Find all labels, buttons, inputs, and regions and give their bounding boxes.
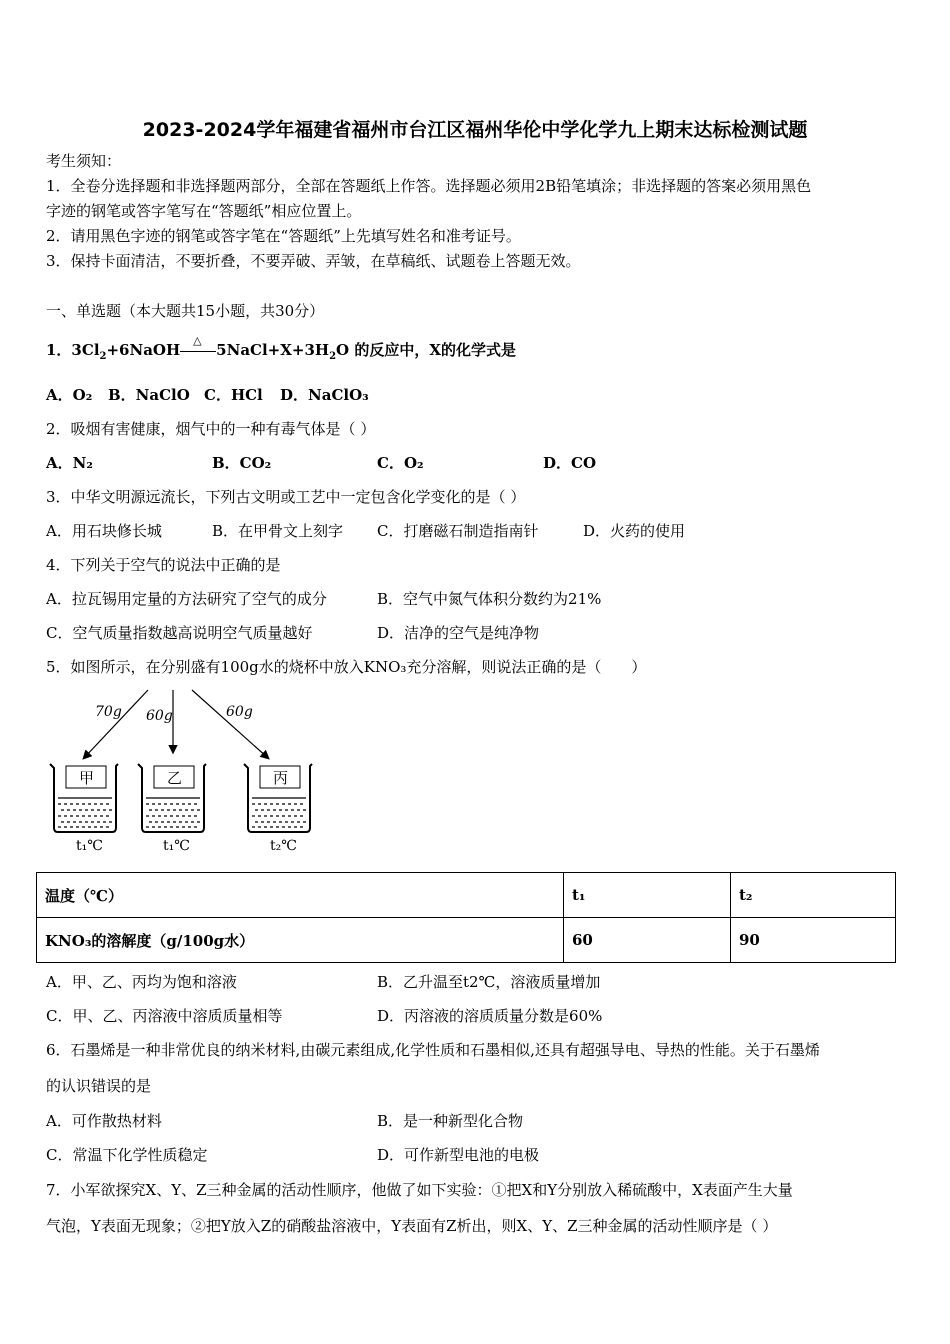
q7-stem-line1: 7．小军欲探究X、Y、Z三种金属的活动性顺序，他做了如下实验：①把X和Y分别放入稀硫酸中，X表面产生大量 <box>46 1181 793 1199</box>
q1-option-b: B．NaClO <box>108 386 190 404</box>
beaker-yi <box>138 764 206 832</box>
q6-option-b: B．是一种新型化合物 <box>377 1112 524 1130</box>
svg-text:甲: 甲 <box>79 769 95 787</box>
q2-option-c: C．O₂ <box>377 454 424 472</box>
q6-option-c: C．常温下化学性质稳定 <box>46 1146 208 1164</box>
svg-text:丙: 丙 <box>273 769 289 787</box>
q4-option-c: C．空气质量指数越高说明空气质量越好 <box>46 624 313 642</box>
q5-option-c: C．甲、乙、丙溶液中溶质质量相等 <box>46 1007 283 1025</box>
table-cell: t₁ <box>564 873 731 918</box>
table-cell: t₂ <box>731 873 896 918</box>
mass-label-bing: 60g <box>226 704 253 720</box>
page-title: 2023-2024学年福建省福州市台江区福州华伦中学化学九上期末达标检测试题 <box>142 119 808 141</box>
reaction-condition: △ <box>180 351 216 352</box>
beaker-figure <box>40 684 330 854</box>
q3-option-d: D．火药的使用 <box>583 522 686 540</box>
notice-line-1b: 字迹的钢笔或答字笔写在“答题纸”相应位置上。 <box>46 202 362 220</box>
table-cell: 90 <box>731 918 896 963</box>
q4-stem: 4．下列关于空气的说法中正确的是 <box>46 556 281 574</box>
q5-option-b: B．乙升温至t2℃，溶液质量增加 <box>377 973 601 991</box>
q3-option-b: B．在甲骨文上刻字 <box>212 522 344 540</box>
notice-line-3: 3．保持卡面清洁，不要折叠，不要弄破、弄皱，在草稿纸、试题卷上答题无效。 <box>46 252 581 270</box>
q6-option-d: D．可作新型电池的电极 <box>377 1146 540 1164</box>
temp-label-jia: t₁℃ <box>76 838 103 854</box>
q1-stem: 1．$3Cl_2+6NaOH$ △ $5NaCl+X+3H_2O$ 的反应中，X的化学式是 <box>46 333 516 362</box>
q2-option-a: A．N₂ <box>46 454 93 472</box>
arrow-to-jia <box>84 690 148 758</box>
q2-option-d: D．CO <box>543 454 597 472</box>
q6-stem-line2: 的认识错误的是 <box>46 1077 152 1095</box>
table-cell: 60 <box>564 918 731 963</box>
q5-option-d: D．丙溶液的溶质质量分数是60% <box>377 1007 603 1025</box>
table-cell: 温度（℃） <box>37 873 564 918</box>
q4-option-a: A．拉瓦锡用定量的方法研究了空气的成分 <box>46 590 327 608</box>
q4-option-d: D．洁净的空气是纯净物 <box>377 624 540 642</box>
q1-option-c: C．HCl <box>204 386 263 404</box>
temp-label-bing: t₂℃ <box>270 838 297 854</box>
q1-option-d: D．NaClO₃ <box>280 386 369 404</box>
q3-stem: 3．中华文明源远流长，下列古文明或工艺中一定包含化学变化的是（ ） <box>46 488 526 506</box>
q2-stem: 2．吸烟有害健康，烟气中的一种有毒气体是（ ） <box>46 420 376 438</box>
notice-line-1a: 1．全卷分选择题和非选择题两部分，全部在答题纸上作答。选择题必须用2B铅笔填涂；非选择题的答案必须用黑色 <box>46 177 812 195</box>
q6-stem-line1: 6．石墨烯是一种非常优良的纳米材料,由碳元素组成,化学性质和石墨相似,还具有超强导电、导热的性能。关于石墨烯 <box>46 1041 820 1059</box>
beaker-bing <box>244 764 312 832</box>
q4-option-b: B．空气中氮气体积分数约为21% <box>377 590 602 608</box>
table-row <box>37 918 896 963</box>
q7-stem-line2: 气泡，Y表面无现象；②把Y放入Z的硝酸盐溶液中，Y表面有Z析出，则X、Y、Z三种金属的活动性顺序是（ ） <box>46 1217 778 1235</box>
notice-heading: 考生须知： <box>46 152 122 170</box>
q3-option-a: A．用石块修长城 <box>46 522 162 540</box>
section-heading: 一、单选题（本大题共15小题，共30分） <box>46 302 325 320</box>
solubility-table <box>36 872 896 963</box>
arrow-to-bing <box>192 690 268 758</box>
q6-option-a: A．可作散热材料 <box>46 1112 162 1130</box>
mass-label-yi: 60g <box>146 708 173 724</box>
q5-stem: 5．如图所示，在分别盛有100g水的烧杯中放入KNO₃充分溶解，则说法正确的是（ ） <box>46 658 647 676</box>
q3-option-c: C．打磨磁石制造指南针 <box>377 522 539 540</box>
q5-option-a: A．甲、乙、丙均为饱和溶液 <box>46 973 237 991</box>
q2-option-b: B．CO₂ <box>212 454 272 472</box>
svg-text:乙: 乙 <box>167 769 183 787</box>
table-cell: KNO₃的溶解度（g/100g水） <box>37 918 564 963</box>
q1-option-a: A．O₂ <box>46 386 93 404</box>
temp-label-yi: t₁℃ <box>163 838 190 854</box>
mass-label-jia: 70g <box>95 704 122 720</box>
table-row <box>37 873 896 918</box>
notice-line-2: 2．请用黑色字迹的钢笔或答字笔在“答题纸”上先填写姓名和准考证号。 <box>46 227 521 245</box>
beaker-jia <box>50 764 118 832</box>
